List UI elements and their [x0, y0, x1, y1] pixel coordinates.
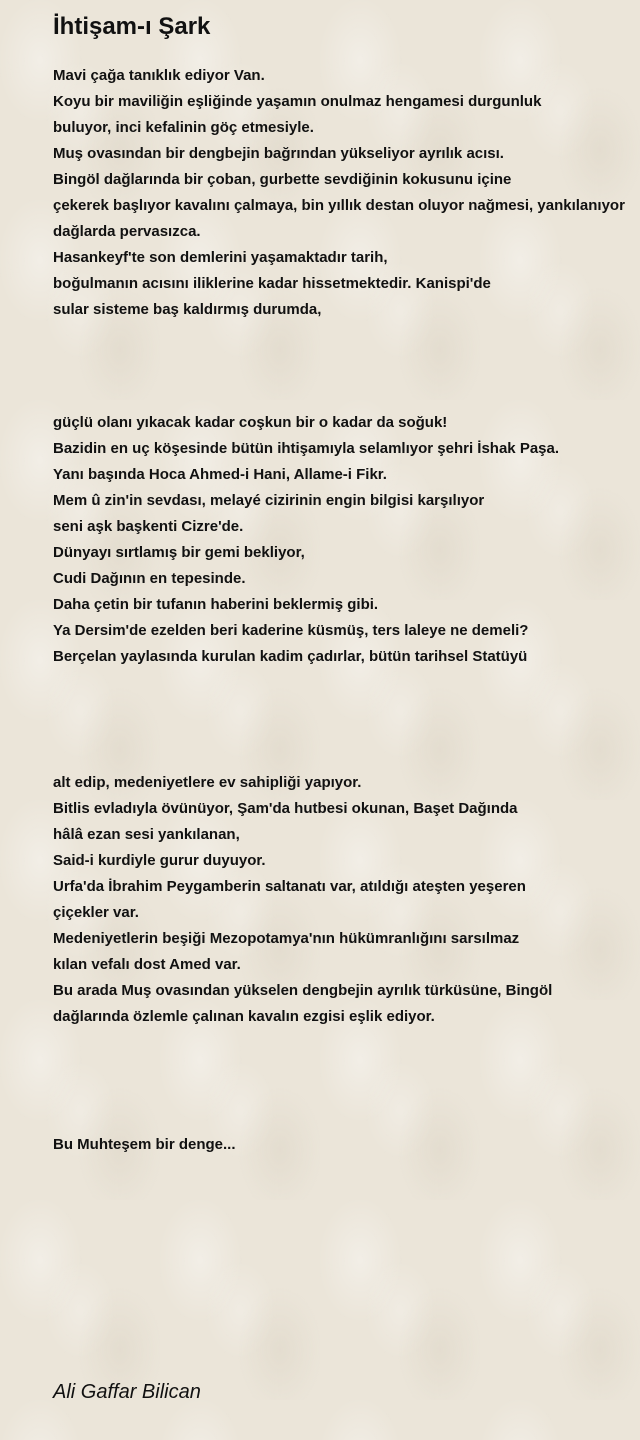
- poem-line: dağlarda pervasızca.: [53, 223, 201, 240]
- poem-line: Daha çetin bir tufanın haberini beklermiş gibi.: [53, 596, 379, 613]
- poem-line: çiçekler var.: [53, 904, 139, 921]
- poem-line: Bitlis evladıyla övünüyor, Şam'da hutbesi okunan, Başet Dağında: [53, 800, 518, 817]
- poem-container: [53, 0, 640, 1403]
- stanza-2: [53, 410, 559, 670]
- poem-author: Ali Gaffar Bilican: [53, 1381, 201, 1403]
- poem-line: Hasankeyf'te son demlerini yaşamaktadır tarih,: [53, 249, 388, 266]
- stanza-1: [53, 63, 640, 323]
- poem-line: Yanı başında Hoca Ahmed-i Hani, Allame-i Fikr.: [53, 466, 387, 483]
- poem-line: Koyu bir maviliğin eşliğinde yaşamın onulmaz hengamesi durgunluk: [53, 93, 542, 110]
- poem-line: hâlâ ezan sesi yankılanan,: [53, 826, 240, 843]
- stanza-3: [53, 770, 552, 1030]
- poem-line: Urfa'da İbrahim Peygamberin saltanatı var, atıldığı ateşten yeşeren: [53, 878, 526, 895]
- poem-line: Mem û zin'in sevdası, melayé cizirinin engin bilgisi karşılıyor: [53, 492, 485, 509]
- poem-line: kılan vefalı dost Amed var.: [53, 956, 241, 973]
- poem-line: Bu arada Muş ovasından yükselen dengbejin ayrılık türküsüne, Bingöl: [53, 982, 553, 999]
- poem-title: İhtişam-ı Şark: [53, 13, 211, 40]
- poem-line: alt edip, medeniyetlere ev sahipliği yapıyor.: [53, 774, 362, 791]
- poem-line: Medeniyetlerin beşiği Mezopotamya'nın hükümranlığını sarsılmaz: [53, 930, 520, 947]
- poem-line: güçlü olanı yıkacak kadar coşkun bir o kadar da soğuk!: [53, 414, 448, 431]
- poem-line: Ya Dersim'de ezelden beri kaderine küsmüş, ters laleye ne demeli?: [53, 622, 529, 639]
- poem-line: buluyor, inci kefalinin göç etmesiyle.: [53, 119, 314, 136]
- poem-line: seni aşk başkenti Cizre'de.: [53, 518, 244, 535]
- poem-line: Dünyayı sırtlamış bir gemi bekliyor,: [53, 544, 305, 561]
- poem-line: boğulmanın acısını iliklerine kadar hissetmektedir. Kanispi'de: [53, 275, 491, 292]
- poem-line: Bu Muhteşem bir denge...: [53, 1136, 236, 1153]
- poem-line: Said-i kurdiyle gurur duyuyor.: [53, 852, 266, 869]
- poem-line: sular sisteme baş kaldırmış durumda,: [53, 301, 322, 318]
- poem-line: Cudi Dağının en tepesinde.: [53, 570, 246, 587]
- poem-line: Muş ovasından bir dengbejin bağrından yükseliyor ayrılık acısı.: [53, 145, 504, 162]
- stanza-4: [53, 1132, 236, 1158]
- poem-line: dağlarında özlemle çalınan kavalın ezgisi eşlik ediyor.: [53, 1008, 435, 1025]
- poem-line: Bingöl dağlarında bir çoban, gurbette sevdiğinin kokusunu içine: [53, 171, 512, 188]
- poem-line: çekerek başlıyor kavalını çalmaya, bin yıllık destan oluyor nağmesi, yankılanıyor: [53, 197, 625, 214]
- poem-line: Bazidin en uç köşesinde bütün ihtişamıyla selamlıyor şehri İshak Paşa.: [53, 440, 560, 457]
- poem-line: Berçelan yaylasında kurulan kadim çadırlar, bütün tarihsel Statüyü: [53, 648, 528, 665]
- poem-line: Mavi çağa tanıklık ediyor Van.: [53, 67, 265, 84]
